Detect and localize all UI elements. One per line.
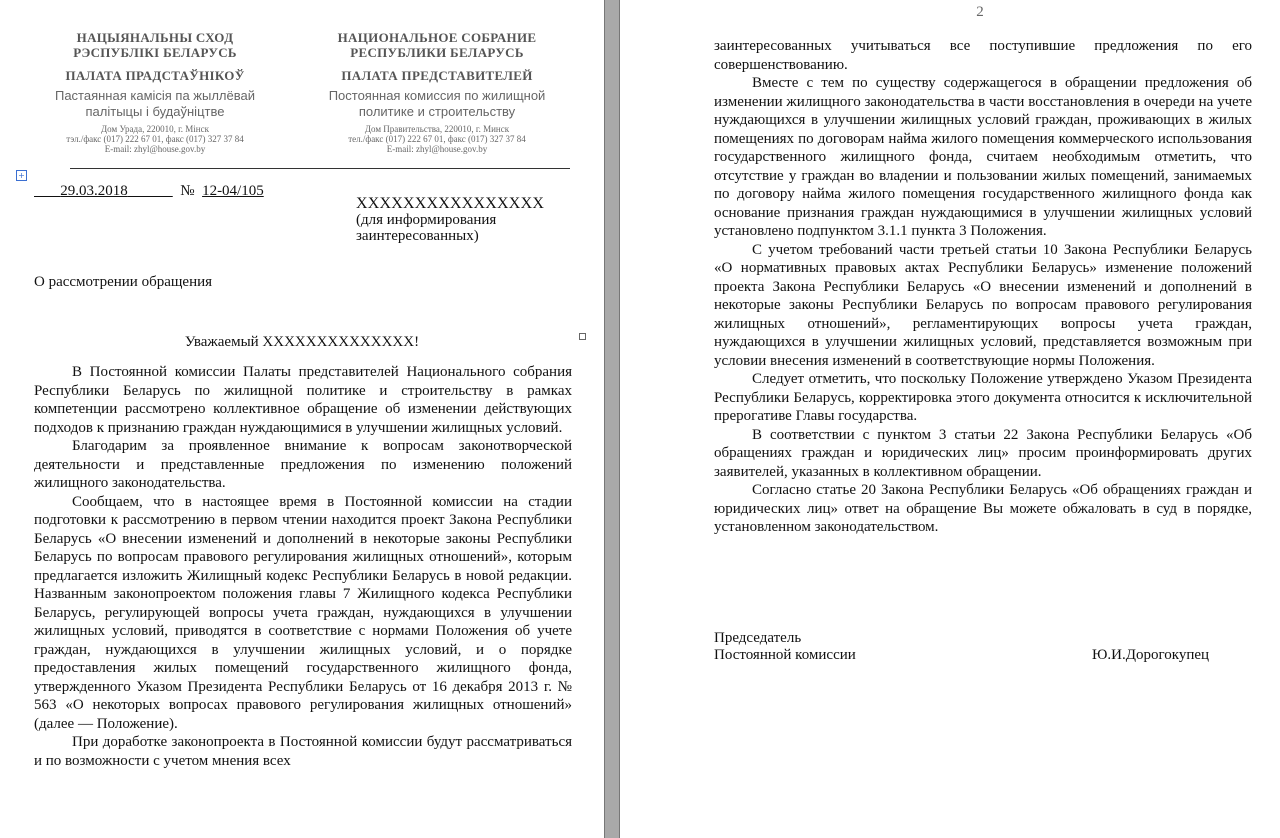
registration-number-label: № [180, 183, 195, 199]
body-paragraph: Согласно статье 20 Закона Республики Беларусь «Об обращениях граждан и юридических лиц» ответ на обращение Вы можете обжаловать в суд в порядке, установленном законодательством. [714, 482, 1252, 535]
address-line: Дом Урада, 220010, г. Мінск [101, 124, 209, 134]
body-paragraph-continuation: заинтересованных учитываться все поступившие предложения по его совершенствованию. [714, 38, 1252, 73]
org-line: НАЦИОНАЛЬНОЕ СОБРАНИЕ [337, 30, 537, 45]
page-gutter [604, 0, 620, 838]
addressee-note-line: заинтересованных) [356, 228, 479, 244]
org-line: НАЦЫЯНАЛЬНЫ СХОД [76, 30, 234, 45]
page1-body [34, 363, 572, 770]
document-page-2 [620, 0, 1280, 838]
commission-line: Постоянная комиссия по жилищной [328, 88, 546, 103]
address-line: E-mail: zhyl@house.gov.by [386, 144, 488, 154]
body-paragraph: При доработке законопроекта в Постоянной комиссии будут рассматриваться и по возможности с учетом мнения всех [34, 734, 572, 769]
document-page-1 [0, 0, 604, 838]
letter-subject: О рассмотрении обращения [34, 274, 213, 290]
page2-body [714, 37, 1252, 537]
page-number: 2 [976, 4, 984, 20]
letterhead-org [322, 30, 552, 60]
letterhead-divider [70, 168, 570, 169]
address-line: тел./факс (017) 222 67 01, факс (017) 327 37 84 [348, 134, 526, 144]
commission-line: Пастаянная камісія па жыллёвай [54, 88, 256, 103]
resize-handle[interactable] [579, 333, 586, 340]
address-line: Дом Правительства, 220010, г. Минск [364, 124, 510, 134]
org-line: РЕСПУБЛИКИ БЕЛАРУСЬ [350, 45, 524, 60]
body-paragraph: Следует отметить, что поскольку Положение утверждено Указом Президента Республики Беларусь, корректировка этого документа относится к исключительной прерогативе Главы государства. [714, 371, 1252, 424]
signature-title [714, 630, 856, 664]
letterhead-commission [322, 88, 552, 120]
letterhead-address [322, 124, 552, 154]
body-paragraph: В Постоянной комиссии Палаты представителей Национального собрания Республики Беларусь по жилищной политике и строительству в рамках компетенции рассмотрено коллективное обращение об изменении действующих подходов к признанию граждан нуждающимися в улучшении жилищных условий. [34, 364, 572, 436]
body-paragraph: Благодарим за проявленное внимание к вопросам законотворческой деятельности и представленные предложения по изменению положений жилищного законодательства. [34, 438, 572, 491]
addressee-block [356, 196, 544, 244]
letterhead-commission [50, 88, 260, 120]
letterhead-chamber: ПАЛАТА ПРАДСТАЎНІКОЎ [65, 68, 245, 83]
body-paragraph: С учетом требований части третьей статьи 10 Закона Республики Беларусь «О нормативных правовых актах Республики Беларусь» изменение положений проекта Закона Республики Беларусь «О внесении изменений и дополнений в некоторые законы Республики Беларусь по вопросам правового регулирования жилищных отношений», регламентирующих вопросы учета граждан, нуждающихся в улучшении жилищных условий, представляется возможным при условии внесения изменений в соответствующие нормы Положения. [714, 241, 1252, 369]
gutter-edge [604, 0, 605, 838]
registration-line [34, 183, 264, 200]
letterhead-address [50, 124, 260, 154]
letterhead-org [50, 30, 260, 60]
addressee-name: XXXXXXXXXXXXXXXX [356, 195, 545, 212]
commission-line: политике и строительству [358, 104, 516, 119]
commission-line: палітыцы і будаўніцтве [85, 104, 225, 119]
table-move-handle-icon[interactable]: + [16, 170, 27, 181]
body-paragraph: Сообщаем, что в настоящее время в Постоянной комиссии на стадии подготовки к рассмотрению в первом чтении находится проект Закона Республики Беларусь «О внесении изменений и дополнений в некоторые законы Республики Беларусь по вопросам правового регулирования жилищных отношений», которым предлагается изложить Жилищный кодекс Республики Беларусь в новой редакции. Названным законопроектом положения главы 7 Жилищного кодекса Республики Беларусь, регулирующей вопросы учета граждан, нуждающихся в улучшении жилищных условий, приводятся в соответствие с нормами Положения об учете граждан, нуждающихся в улучшении жилищных условий, и о порядке предоставления жилых помещений государственного жилищного фонда, утвержденного Указом Президента Республики Беларусь от 16 декабря 2013 г. № 563 «О некоторых вопросах правового регулирования жилищных отношений» (далее — Положение). [34, 493, 572, 732]
org-line: РЭСПУБЛІКІ БЕЛАРУСЬ [73, 45, 237, 60]
signature-title-line: Председатель [714, 630, 802, 646]
body-paragraph: В соответствии с пунктом 3 статьи 22 Закона Республики Беларусь «Об обращениях граждан и юридических лиц» просим проинформировать других заявителей, указанных в коллективном обращении. [714, 426, 1252, 480]
addressee-note-line: (для информирования [356, 212, 497, 228]
address-line: тэл./факс (017) 222 67 01, факс (017) 327 37 84 [66, 134, 244, 144]
signature-title-line: Постоянной комиссии [714, 647, 856, 663]
letterhead-chamber: ПАЛАТА ПРЕДСТАВИТЕЛЕЙ [341, 68, 533, 83]
address-line: E-mail: zhyl@house.gov.by [104, 144, 206, 154]
letterhead-belarusian [50, 30, 260, 154]
body-paragraph: Вместе с тем по существу содержащегося в обращении предложения об изменении жилищного законодательства в части восстановления в очереди на учете нуждающихся в улучшении жилищных условий граждан, проживающих в жилых помещениях по договорам найма жилого помещения коммерческого использования государственного жилищного фонда, считаем необходимым отметить, что отсутствие у граждан во владении и пользовании жилых помещений, занимаемых по договору найма жилого помещения государственного жилищного фонда как основание признания граждан нуждающимися в улучшении жилищных условий установлено подпунктом 3.1.1 пункта 3 Положения. [714, 75, 1252, 239]
letterhead-russian [322, 30, 552, 154]
signatory-name: Ю.И.Дорогокупец [1092, 647, 1210, 663]
registration-date [34, 183, 173, 199]
registration-number: 12-04/105 [202, 183, 264, 199]
letter-greeting: Уважаемый XXXXXXXXXXXXXX! [184, 334, 420, 350]
registration-date-value: 29.03.2018 [60, 183, 128, 199]
